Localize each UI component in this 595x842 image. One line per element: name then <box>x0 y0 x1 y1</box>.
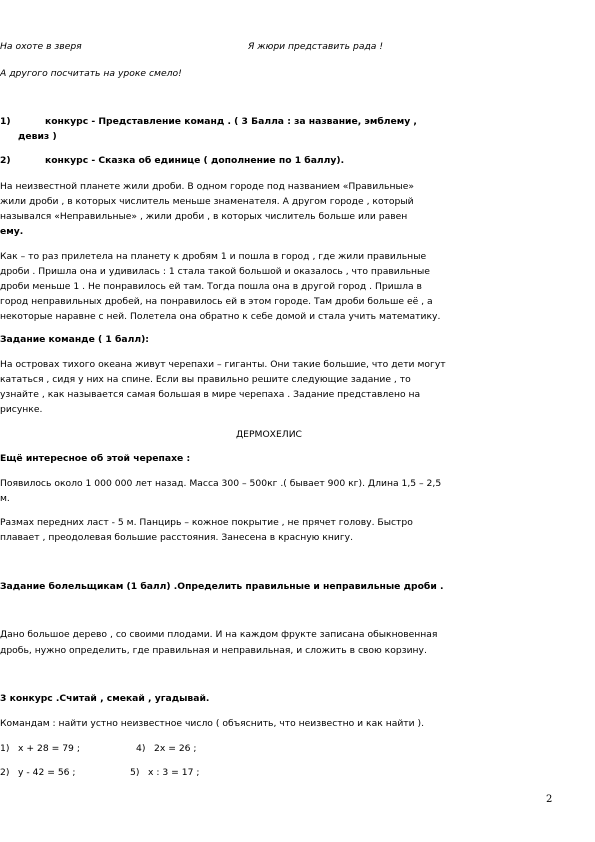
tale-p2-line: дроби меньше 1 . Не понравилось ей там. Тогда пошла она в другой город . Пришла в <box>0 281 422 292</box>
page-number: 2 <box>546 794 553 805</box>
facts-title: Ещё интересное об этой черепахе : <box>0 453 191 464</box>
equation-1-number: 1) <box>0 743 10 754</box>
tale-p2-line: Как – то раз прилетела на планету к дробям 1 и пошла в город , где жили правильные <box>0 251 427 262</box>
intro-line-1-right: Я жюри представить рада ! <box>248 41 384 52</box>
task-line: На островах тихого океана живут черепахи – гиганты. Они такие большие, что дети могут <box>0 359 446 370</box>
contest-1-title: конкурс - Представление команд . ( 3 Балла : за название, эмблему , <box>45 116 417 127</box>
equation-4-number: 4) <box>136 743 146 754</box>
facts-p1-line: Появилось около 1 000 000 лет назад. Масса 300 – 500кг .( бывает 900 кг). Длина 1,5 – 2,5 <box>0 478 442 489</box>
contest-1-number: 1) <box>0 116 11 127</box>
equation-1: x + 28 = 79 ; <box>18 743 80 754</box>
contest-2-number: 2) <box>0 155 11 166</box>
tale-p1-line: ему. <box>0 226 24 237</box>
tale-p1-line: жили дроби , в которых числитель меньше знаменателя. А другом городе , который <box>0 196 414 207</box>
fans-task-line: Дано большое дерево , со своими плодами. И на каждом фрукте записана обыкновенная <box>0 629 438 640</box>
equation-2: y - 42 = 56 ; <box>18 767 76 778</box>
tale-p2-line: дроби . Пришла она и удивилась : 1 стала такой большой и оказалось , что правильные <box>0 266 430 277</box>
task-title: Задание команде ( 1 балл): <box>0 334 149 345</box>
task-line: узнайте , как называется самая большая в мире черепаха . Задание представлено на <box>0 389 421 400</box>
facts-p2-line: Размах передних ласт - 5 м. Панцирь – кожное покрытие , не прячет голову. Быстро <box>0 517 413 528</box>
intro-line-2: А другого посчитать на уроке смело! <box>0 68 182 79</box>
intro-line-1-left: На охоте в зверя <box>0 41 82 52</box>
center-word: ДЕРМОХЕЛИС <box>236 429 302 440</box>
equation-5-number: 5) <box>130 767 140 778</box>
equation-5: x : 3 = 17 ; <box>148 767 200 778</box>
facts-p1-line: м. <box>0 493 10 504</box>
fans-task-title: Задание болельщикам (1 балл) .Определить правильные и неправильные дроби . <box>0 581 444 592</box>
equation-2-number: 2) <box>0 767 10 778</box>
contest-3-title: 3 конкурс .Считай , смекай , угадывай. <box>0 693 210 704</box>
contest-1-title-cont: девиз ) <box>18 131 57 142</box>
fans-task-line: дробь, нужно определить, где правильная и неправильная, и сложить в свою корзину. <box>0 645 427 656</box>
tale-p1-line: назывался «Неправильные» , жили дроби , в которых числитель больше или равен <box>0 211 408 222</box>
equation-4: 2x = 26 ; <box>154 743 197 754</box>
task-line: рисунке. <box>0 404 43 415</box>
tale-p2-line: город неправильных дробей, на понравилось ей в этом городе. Там дроби больше её , а <box>0 296 433 307</box>
facts-p2-line: плавает , преодолевая большие расстояния. Занесена в красную книгу. <box>0 532 354 543</box>
contest-3-task: Командам : найти устно неизвестное число ( объяснить, что неизвестно и как найти ). <box>0 718 425 729</box>
tale-p1-line: На неизвестной планете жили дроби. В одном городе под названием «Правильные» <box>0 181 415 192</box>
task-line: кататься , сидя у них на спине. Если вы правильно решите следующие задание , то <box>0 374 411 385</box>
tale-p2-line: некоторые наравне с ней. Полетела она обратно к себе домой и стала учить математику. <box>0 311 441 322</box>
contest-2-title: конкурс - Сказка об единице ( дополнение по 1 баллу). <box>45 155 345 166</box>
